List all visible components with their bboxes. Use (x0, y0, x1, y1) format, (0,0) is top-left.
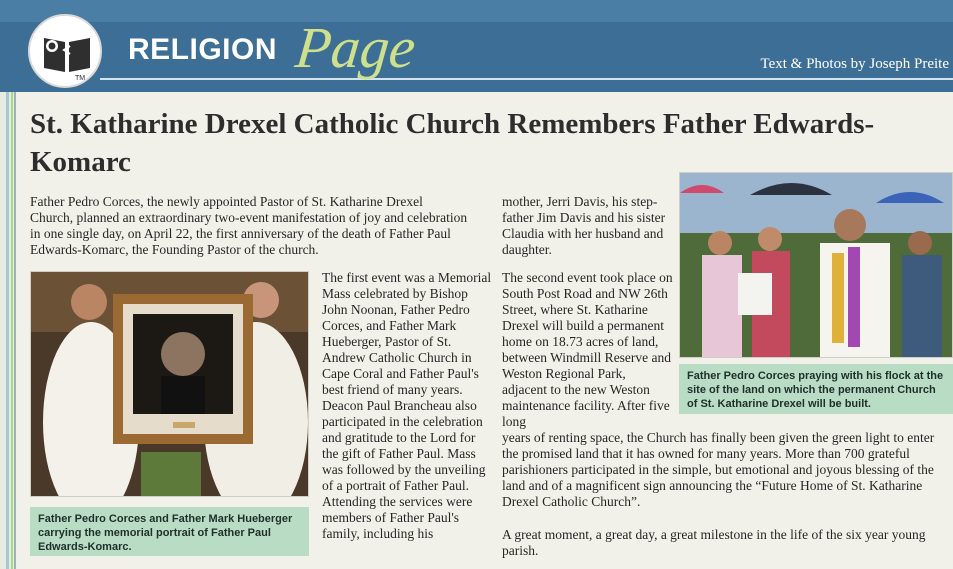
article-intro (30, 194, 468, 258)
trademark-mark: TM (75, 75, 86, 82)
section-title: RELIGION (128, 33, 278, 66)
article-column-3-middle (502, 270, 674, 430)
page-header (0, 0, 953, 92)
header-stripe (0, 0, 953, 22)
column-3-paragraph-3: years of renting space, the Church has finally been given the green light to enter the promised land that it has owned for many years. More than 700 grateful parishioners participated in the simple, but emotional and joyous blessing of the land and of a magnificent sign announcing the “Future Home of St. Katharine Drexel Catholic Church”. (502, 430, 935, 509)
byline: Text & Photos by Joseph Preite (760, 56, 949, 72)
column-3-paragraph-1: mother, Jerri Davis, his step-father Jim Davis and his sister Claudia with her husband and daughter. (502, 194, 666, 257)
portrait-photo (30, 271, 309, 497)
portrait-photo-caption: Father Pedro Corces and Father Mark Hueberger carrying the memorial portrait of Father Paul Edwards-Komarc. (30, 507, 309, 556)
land-blessing-photo (679, 172, 953, 358)
article-column-3-top (502, 194, 674, 258)
border-line-blue (6, 92, 9, 569)
article-headline: St. Katharine Drexel Catholic Church Remembers Father Edwards-Komarc (30, 108, 875, 178)
intro-paragraph: Father Pedro Corces, the newly appointed Pastor of St. Katharine Drexel Church, planned an extraordinary two-event manifestation of joy and celebration in one single day, on April 22, the first anniversary of the death of Father Paul Edwards-Komarc, the Founding Pastor of the church. (30, 194, 468, 257)
closing-paragraph: A great moment, a great day, a great milestone in the life of the six year young parish. (502, 527, 926, 558)
column-3-paragraph-2: The second event took place on South Post Road and NW 26th Street, where St. Katharine Drexel will build a permanent home on 18.73 acres of land, between Windmill Reserve and Weston Regional Park, adjacent to the new Weston maintenance facility. After five long (502, 270, 673, 429)
header-rule (100, 78, 953, 80)
border-line-green (11, 92, 13, 569)
book-logo-icon (28, 14, 102, 88)
left-border (0, 92, 16, 569)
section-title-script: Page (292, 15, 419, 80)
article-column-2 (322, 270, 492, 542)
column-2-paragraph: The first event was a Memorial Mass celebrated by Bishop John Noonan, Father Pedro Corces, and Father Mark Hueberger, Pastor of St. Andrew Catholic Church in Cape Coral and Father Paul's best friend of many years. Deacon Paul Brancheau also participated in the celebration and gratitude to the Lord for the gift of Father Paul. Mass was followed by the unveiling of a portrait of Father Paul. Attending the services were members of Father Paul's family, including his (322, 270, 492, 541)
article-column-3-wide (502, 430, 942, 510)
article-closing (502, 527, 942, 559)
land-blessing-photo-caption: Father Pedro Corces praying with his flock at the site of the land on which the permanent Church of St. Katharine Drexel will be built. (679, 364, 953, 414)
